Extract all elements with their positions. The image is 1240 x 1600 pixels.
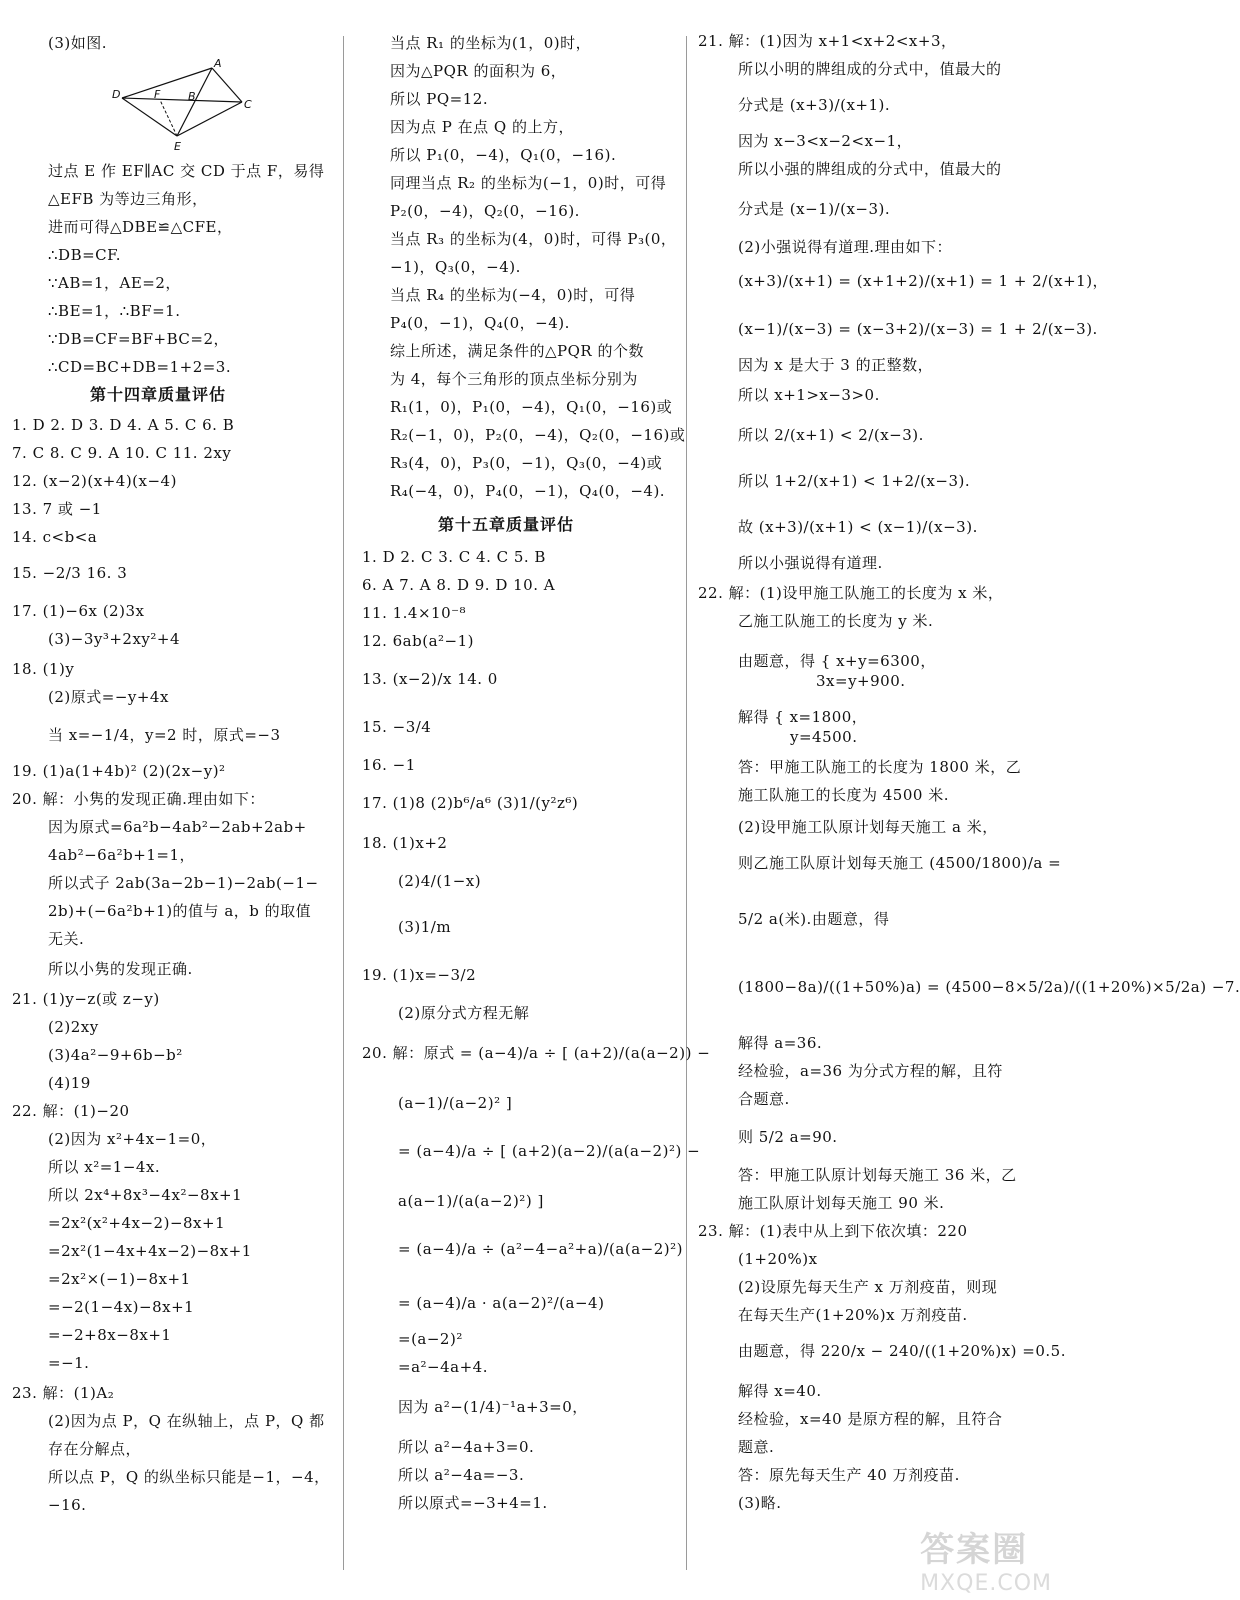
answer-line: (x+3)/(x+1) = (x+1+2)/(x+1) = 1 + 2/(x+1)， bbox=[738, 272, 1109, 290]
label-C: C bbox=[244, 98, 252, 111]
answer-line: 19. (1)x=−3/2 bbox=[362, 966, 477, 984]
label-F: F bbox=[154, 88, 161, 101]
answer-line: (2)2xy bbox=[48, 1018, 99, 1036]
column-divider bbox=[686, 36, 687, 1570]
answer-line: 6. A 7. A 8. D 9. D 10. A bbox=[362, 576, 556, 594]
answer-line: 解得 { x=1800， bbox=[738, 708, 868, 726]
watermark bbox=[920, 1522, 1052, 1596]
answer-line: 答：甲施工队施工的长度为 1800 米，乙 bbox=[738, 758, 1022, 776]
answer-line: 12. 6ab(a²−1) bbox=[362, 632, 474, 650]
answer-line: 乙施工队施工的长度为 y 米. bbox=[738, 612, 934, 630]
answer-line: 则乙施工队原计划每天施工 (4500/1800)/a = bbox=[738, 854, 1062, 872]
column-2 bbox=[362, 0, 711, 1600]
answer-line: 19. (1)a(1+4b)² (2)(2x−y)² bbox=[12, 762, 226, 780]
answer-line: 21. 解：(1)因为 x+1<x+2<x+3， bbox=[698, 32, 957, 50]
answer-line: 因为 x 是大于 3 的正整数， bbox=[738, 356, 934, 374]
answer-line: 13. 7 或 −1 bbox=[12, 500, 102, 518]
answer-line: a(a−1)/(a(a−2)²) ] bbox=[398, 1192, 544, 1210]
text-line: 同理当点 R₂ 的坐标为(−1，0)时，可得 bbox=[390, 174, 667, 192]
answer-line: (2)因为点 P，Q 在纵轴上，点 P，Q 都 bbox=[48, 1412, 325, 1430]
answer-line: −16. bbox=[48, 1496, 87, 1514]
text-line: ∴CD=BC+DB=1+2=3. bbox=[48, 358, 232, 376]
answer-line: (4)19 bbox=[48, 1074, 91, 1092]
answer-line: =a²−4a+4. bbox=[398, 1358, 488, 1376]
label-A: A bbox=[214, 57, 222, 70]
answer-line: 所以式子 2ab(3a−2b−1)−2ab(−1− bbox=[48, 874, 319, 892]
answer-line: 因为原式=6a²b−4ab²−2ab+2ab+ bbox=[48, 818, 307, 836]
answer-line: 5/2 a(米).由题意，得 bbox=[738, 910, 890, 928]
text-line: R₂(−1，0)，P₂(0，−4)，Q₂(0，−16)或 bbox=[390, 426, 686, 444]
answer-line: 20. 解：原式 = (a−4)/a ÷ [ (a+2)/(a(a−2)) − bbox=[362, 1044, 711, 1062]
text-line: (3)如图. bbox=[48, 34, 108, 52]
answer-line: 解得 x=40. bbox=[738, 1382, 822, 1400]
answer-line: 由题意，得 { x+y=6300， bbox=[738, 652, 936, 670]
column-1 bbox=[12, 0, 330, 1600]
text-line: ∴DB=CF. bbox=[48, 246, 121, 264]
answer-line: 1. D 2. D 3. D 4. A 5. C 6. B bbox=[12, 416, 235, 434]
answer-line: 所以小强说得有道理. bbox=[738, 554, 883, 572]
answer-line: (2)因为 x²+4x−1=0， bbox=[48, 1130, 217, 1148]
text-line: 过点 E 作 EF∥AC 交 CD 于点 F，易得 bbox=[48, 162, 325, 180]
answer-line: 合题意. bbox=[738, 1090, 790, 1108]
answer-line: (2)设原先每天生产 x 万剂疫苗，则现 bbox=[738, 1278, 998, 1296]
answer-line: 则 5/2 a=90. bbox=[738, 1128, 838, 1146]
answer-line: (3)−3y³+2xy²+4 bbox=[48, 630, 181, 648]
label-E: E bbox=[174, 140, 181, 153]
answer-line: 所以原式=−3+4=1. bbox=[398, 1494, 548, 1512]
answer-line: 由题意，得 220/x − 240/((1+20%)x) =0.5. bbox=[738, 1342, 1066, 1360]
answer-line: 17. (1)−6x (2)3x bbox=[12, 602, 145, 620]
text-line: 所以 PQ=12. bbox=[390, 90, 489, 108]
answer-line: 所以 1+2/(x+1) < 1+2/(x−3). bbox=[738, 472, 971, 490]
answer-line: 16. −1 bbox=[362, 756, 416, 774]
text-line: △EFB 为等边三角形， bbox=[48, 190, 208, 208]
answer-line: (2)小强说得有道理.理由如下： bbox=[738, 238, 953, 256]
answer-line: 所以点 P，Q 的纵坐标只能是−1，−4， bbox=[48, 1468, 330, 1486]
answer-line: 3x=y+900. bbox=[816, 672, 906, 690]
answer-line: 7. C 8. C 9. A 10. C 11. 2xy bbox=[12, 444, 232, 462]
answer-line: 施工队原计划每天施工 90 米. bbox=[738, 1194, 945, 1212]
answer-line: 15. −3/4 bbox=[362, 718, 432, 736]
text-line: ∵AB=1，AE=2， bbox=[48, 274, 181, 292]
text-line: ∴BE=1，∴BF=1. bbox=[48, 302, 181, 320]
text-line: R₄(−4，0)，P₄(0，−1)，Q₄(0，−4). bbox=[390, 482, 666, 500]
answer-line: = (a−4)/a ÷ [ (a+2)(a−2)/(a(a−2)²) − bbox=[398, 1142, 701, 1160]
answer-line: (2)设甲施工队原计划每天施工 a 米， bbox=[738, 818, 998, 836]
text-line: R₁(1，0)，P₁(0，−4)，Q₁(0，−16)或 bbox=[390, 398, 673, 416]
answer-line: 施工队施工的长度为 4500 米. bbox=[738, 786, 949, 804]
answer-line: 1. D 2. C 3. C 4. C 5. B bbox=[362, 548, 546, 566]
answer-line: 所以 2x⁴+8x³−4x²−8x+1 bbox=[48, 1186, 243, 1204]
answer-line: =−2+8x−8x+1 bbox=[48, 1326, 172, 1344]
answer-line: = (a−4)/a · a(a−2)²/(a−4) bbox=[398, 1294, 605, 1312]
answer-line: 23. 解：(1)表中从上到下依次填：220 bbox=[698, 1222, 968, 1240]
answer-line: 14. c<b<a bbox=[12, 528, 98, 546]
text-line: −1)，Q₃(0，−4). bbox=[390, 258, 521, 276]
answer-line: 无关. bbox=[48, 930, 85, 948]
answer-line: 因为 a²−(1/4)⁻¹a+3=0， bbox=[398, 1398, 588, 1416]
answer-line: 经检验，a=36 为分式方程的解，且符 bbox=[738, 1062, 1003, 1080]
answer-line: =2x²×(−1)−8x+1 bbox=[48, 1270, 191, 1288]
answer-line: (2)原分式方程无解 bbox=[398, 1004, 530, 1022]
answer-line: 所以 a²−4a+3=0. bbox=[398, 1438, 535, 1456]
answer-line: (3)4a²−9+6b−b² bbox=[48, 1046, 183, 1064]
answer-line: 22. 解：(1)设甲施工队施工的长度为 x 米， bbox=[698, 584, 1004, 602]
answer-line: 13. (x−2)/x 14. 0 bbox=[362, 670, 498, 688]
answer-line: (3)略. bbox=[738, 1494, 782, 1512]
watermark-logo: 答案圈 bbox=[920, 1530, 1029, 1570]
answer-line: 所以小明的牌组成的分式中，值最大的 bbox=[738, 60, 1002, 78]
text-line: 因为点 P 在点 Q 的上方， bbox=[390, 118, 574, 136]
label-D: D bbox=[112, 88, 121, 101]
answer-line: 4ab²−6a²b+1=1， bbox=[48, 846, 195, 864]
answer-line: 22. 解：(1)−20 bbox=[12, 1102, 130, 1120]
text-line: 当点 R₁ 的坐标为(1，0)时， bbox=[390, 34, 592, 52]
answer-line: 所以小强的牌组成的分式中，值最大的 bbox=[738, 160, 1002, 178]
geometry-figure bbox=[102, 58, 262, 158]
answer-line: 所以 x+1>x−3>0. bbox=[738, 386, 880, 404]
answer-line: 20. 解：小隽的发现正确.理由如下： bbox=[12, 790, 265, 808]
section-heading: 第十四章质量评估 bbox=[90, 385, 227, 404]
answer-line: 分式是 (x+3)/(x+1). bbox=[738, 96, 891, 114]
answer-line: =2x²(x²+4x−2)−8x+1 bbox=[48, 1214, 226, 1232]
answer-line: 2b)+(−6a²b+1)的值与 a，b 的取值 bbox=[48, 902, 312, 920]
answer-line: 因为 x−3<x−2<x−1， bbox=[738, 132, 913, 150]
text-line: P₄(0，−1)，Q₄(0，−4). bbox=[390, 314, 570, 332]
text-line: ∵DB=CF=BF+BC=2， bbox=[48, 330, 230, 348]
answer-line: 17. (1)8 (2)b⁶/a⁶ (3)1/(y²z⁶) bbox=[362, 794, 579, 812]
answer-line: 21. (1)y−z(或 z−y) bbox=[12, 990, 160, 1008]
answer-line: 存在分解点， bbox=[48, 1440, 142, 1458]
answer-line: (2)4/(1−x) bbox=[398, 872, 482, 890]
answer-line: =−2(1−4x)−8x+1 bbox=[48, 1298, 195, 1316]
answer-line: (3)1/m bbox=[398, 918, 452, 936]
answer-line: 所以 2/(x+1) < 2/(x−3). bbox=[738, 426, 924, 444]
text-line: P₂(0，−4)，Q₂(0，−16). bbox=[390, 202, 580, 220]
section-heading: 第十五章质量评估 bbox=[438, 515, 575, 534]
answer-line: y=4500. bbox=[790, 728, 858, 746]
answer-line: 所以小隽的发现正确. bbox=[48, 960, 193, 978]
answer-line: 所以 x²=1−4x. bbox=[48, 1158, 161, 1176]
answer-line: 答：原先每天生产 40 万剂疫苗. bbox=[738, 1466, 960, 1484]
column-divider bbox=[343, 36, 344, 1570]
label-B: B bbox=[188, 90, 196, 103]
column-3 bbox=[698, 0, 1240, 1600]
answer-line: 当 x=−1/4，y=2 时，原式=−3 bbox=[48, 726, 281, 744]
answer-line: 答：甲施工队原计划每天施工 36 米，乙 bbox=[738, 1166, 1017, 1184]
answer-line: 经检验，x=40 是原方程的解，且符合 bbox=[738, 1410, 1003, 1428]
answer-line: (1800−8a)/((1+50%)a) = (4500−8×5/2a)/((1+20%)×5/2a) −7. bbox=[738, 978, 1240, 996]
answer-line: 所以 a²−4a=−3. bbox=[398, 1466, 525, 1484]
answer-line: =2x²(1−4x+4x−2)−8x+1 bbox=[48, 1242, 252, 1260]
answer-line: =−1. bbox=[48, 1354, 90, 1372]
watermark-url: MXQE.COM bbox=[920, 1571, 1052, 1596]
text-line: 进而可得△DBE≌△CFE， bbox=[48, 218, 233, 236]
text-line: R₃(4，0)，P₃(0，−1)，Q₃(0，−4)或 bbox=[390, 454, 663, 472]
text-line: 当点 R₃ 的坐标为(4，0)时，可得 P₃(0， bbox=[390, 230, 677, 248]
answer-line: 题意. bbox=[738, 1438, 775, 1456]
answer-line: 12. (x−2)(x+4)(x−4) bbox=[12, 472, 177, 490]
answer-line: = (a−4)/a ÷ (a²−4−a²+a)/(a(a−2)²) bbox=[398, 1240, 683, 1258]
answer-line: (1+20%)x bbox=[738, 1250, 818, 1268]
answer-line: (x−1)/(x−3) = (x−3+2)/(x−3) = 1 + 2/(x−3). bbox=[738, 320, 1098, 338]
answer-line: 18. (1)x+2 bbox=[362, 834, 448, 852]
answer-line: 解得 a=36. bbox=[738, 1034, 823, 1052]
answer-line: 18. (1)y bbox=[12, 660, 75, 678]
answer-line: =(a−2)² bbox=[398, 1330, 463, 1348]
answer-line: (a−1)/(a−2)² ] bbox=[398, 1094, 513, 1112]
text-line: 所以 P₁(0，−4)，Q₁(0，−16). bbox=[390, 146, 617, 164]
answer-line: 在每天生产(1+20%)x 万剂疫苗. bbox=[738, 1306, 968, 1324]
text-line: 为 4，每个三角形的顶点坐标分别为 bbox=[390, 370, 638, 388]
text-line: 当点 R₄ 的坐标为(−4，0)时，可得 bbox=[390, 286, 636, 304]
answer-line: 分式是 (x−1)/(x−3). bbox=[738, 200, 891, 218]
answer-line: 23. 解：(1)A₂ bbox=[12, 1384, 115, 1402]
answer-line: 故 (x+3)/(x+1) < (x−1)/(x−3). bbox=[738, 518, 978, 536]
answer-line: (2)原式=−y+4x bbox=[48, 688, 169, 706]
text-line: 因为△PQR 的面积为 6， bbox=[390, 62, 567, 80]
answer-line: 15. −2/3 16. 3 bbox=[12, 564, 128, 582]
answer-line: 11. 1.4×10⁻⁸ bbox=[362, 604, 467, 622]
text-line: 综上所述，满足条件的△PQR 的个数 bbox=[390, 342, 644, 360]
